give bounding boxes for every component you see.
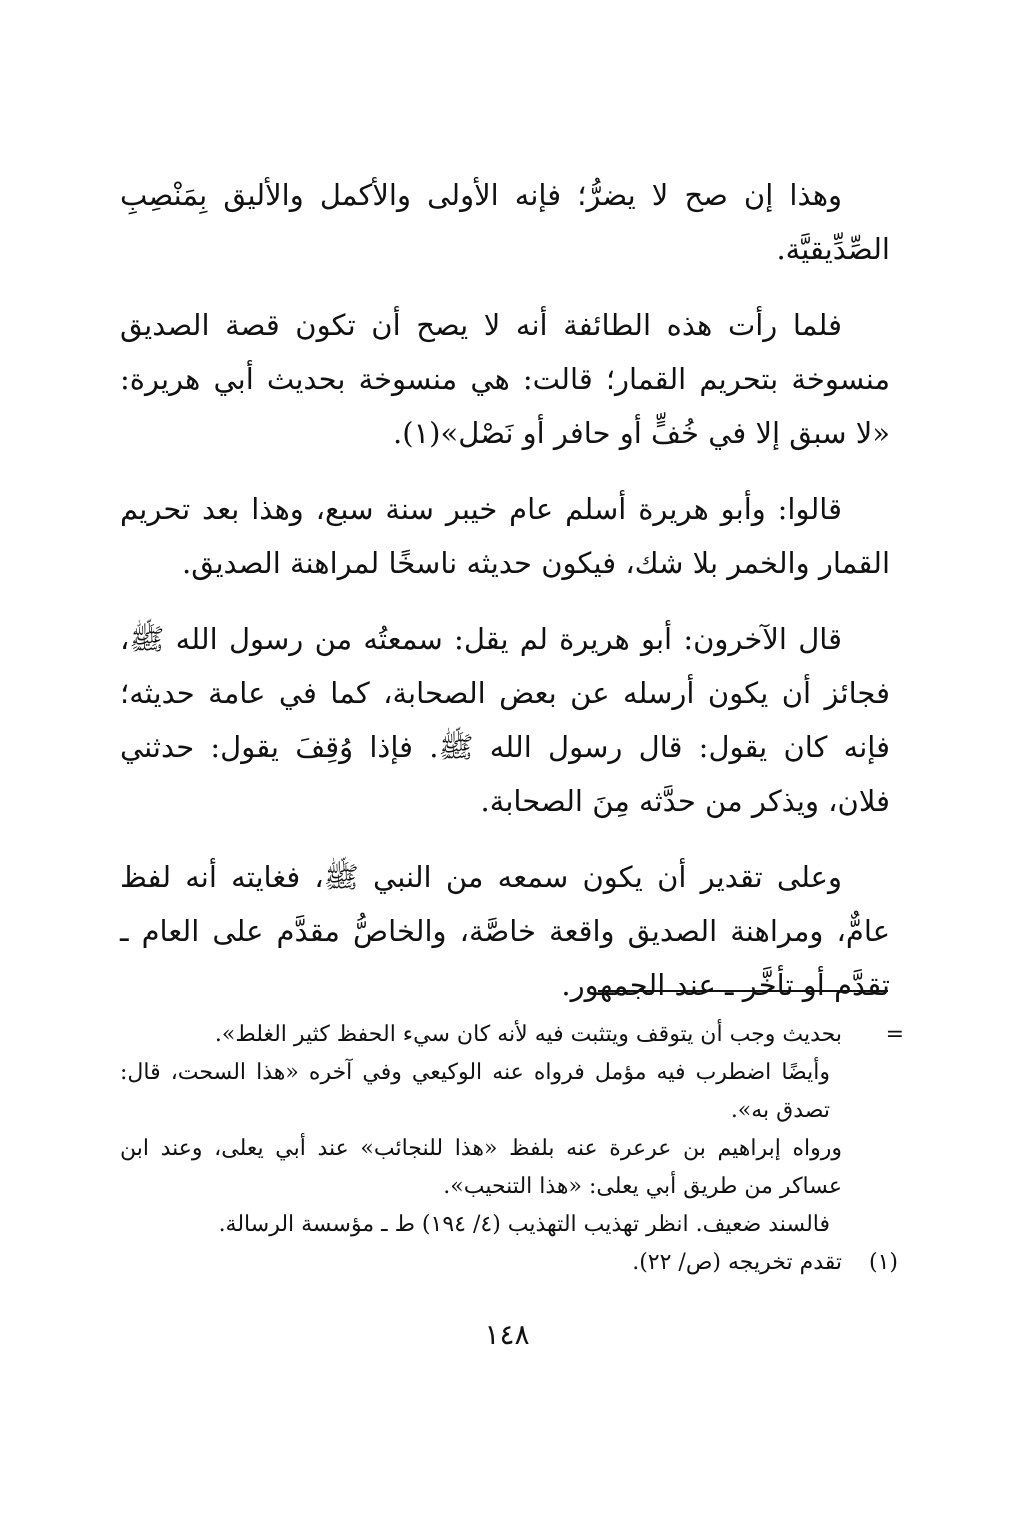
footnote-text: تقدم تخريجه (ص/ ٢٢). <box>632 1250 842 1275</box>
paragraph-5: وعلى تقدير أن يكون سمعه من النبي ﷺ، فغايته أنه لفظ عامٌّ، ومراهنة الصديق واقعة خاصَّة، والخاصُّ مقدَّم على العام ـ تقدَّم أو تأخَّر ـ عند الجمهور. <box>120 860 890 1002</box>
footnote-continuation <box>120 1016 904 1244</box>
paragraph-1: وهذا إن صح لا يضرُّ؛ فإنه الأولى والأكمل والأليق بِمَنْصِبِ الصِّدِّيقيَّة. <box>120 178 890 266</box>
paragraph-4: قال الآخرون: أبو هريرة لم يقل: سمعتُه من رسول الله ﷺ، فجائز أن يكون أرسله عن بعض الصحابة، كما في عامة حديثه؛ فإنه كان يقول: قال رسول الله ﷺ. فإذا وُقِفَ يقول: حدثني فلان، ويذكر من حدَّثه مِنَ الصحابة. <box>120 622 890 818</box>
footnote-line: بحديث وجب أن يتوقف ويتثبت فيه لأنه كان سيء الحفظ كثير الغلط». <box>214 1022 842 1047</box>
footnote-1 <box>120 1244 898 1282</box>
footnote-line: ورواه إبراهيم بن عرعرة عنه بلفظ «هذا للنجائب» عند أبي يعلى، وعند ابن عساكر من طريق أبي يعلى: «هذا التنحيب». <box>120 1136 842 1199</box>
footnote-line: وأيضًا اضطرب فيه مؤمل فرواه عنه الوكيعي وفي آخره «هذا السحت، قال: تصدق به». <box>120 1060 830 1123</box>
paragraph-3: قالوا: وأبو هريرة أسلم عام خيبر سنة سبع، وهذا بعد تحريم القمار والخمر بلا شك، فيكون حديثه ناسخًا لمراهنة الصديق. <box>120 492 890 580</box>
footnote-line: فالسند ضعيف. انظر تهذيب التهذيب (٤/ ١٩٤) ط ـ مؤسسة الرسالة. <box>218 1212 830 1237</box>
continuation-marker: = <box>885 1022 904 1047</box>
footnote-number: (١) <box>868 1250 898 1275</box>
footnote-separator <box>598 990 888 992</box>
footnotes-section <box>120 1016 904 1282</box>
page-number: ١٤٨ <box>484 1318 530 1351</box>
paragraph-2: فلما رأت هذه الطائفة أنه لا يصح أن تكون قصة الصديق منسوخة بتحريم القمار؛ قالت: هي منسوخة بحديث أبي هريرة: «لا سبق إلا في خُفٍّ أو حافر أو نَصْل»(١). <box>120 308 890 450</box>
main-text-body <box>120 168 890 1034</box>
